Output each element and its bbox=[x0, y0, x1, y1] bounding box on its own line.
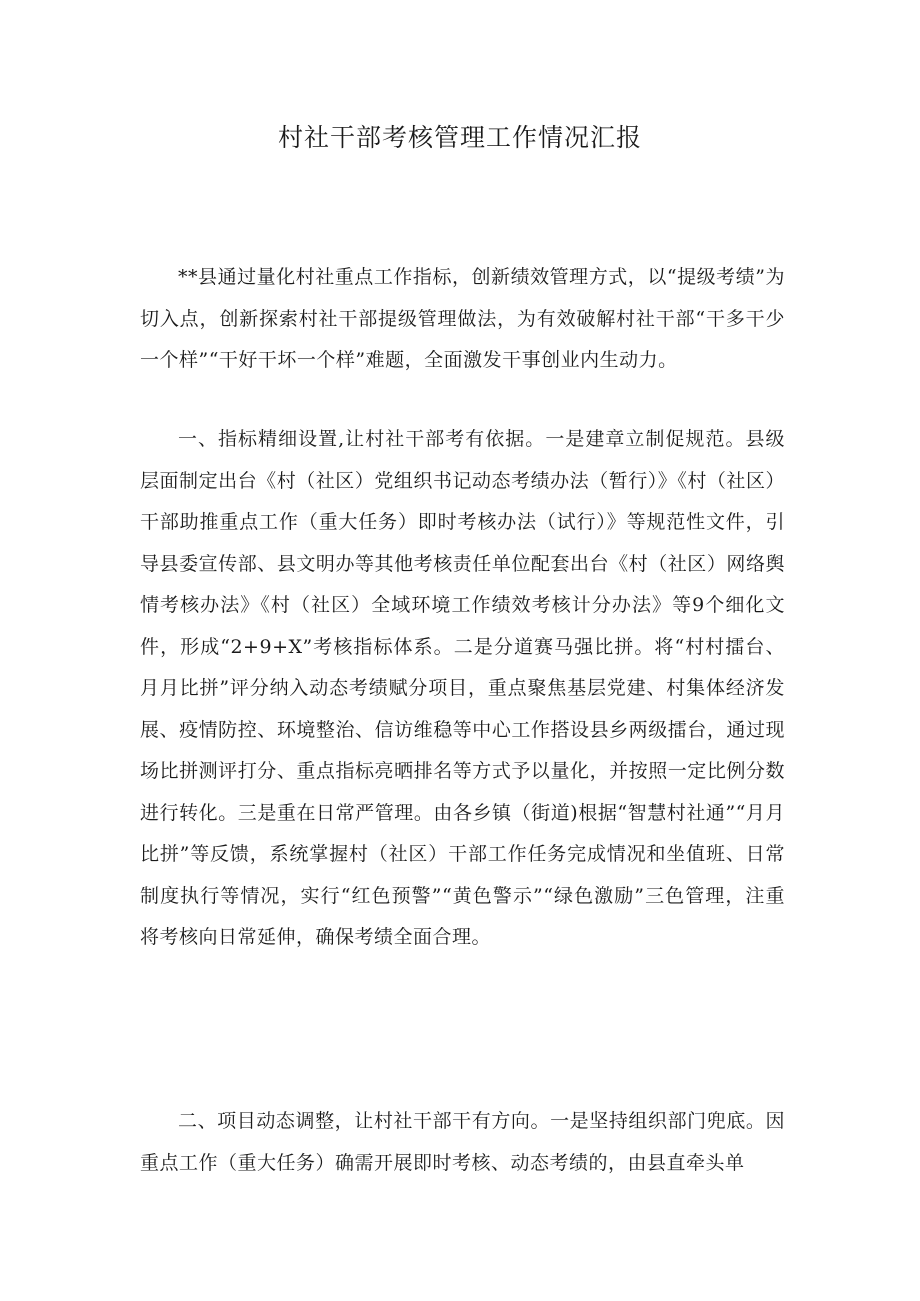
section-two-paragraph: 二、项目动态调整，让村社干部干有方向。一是坚持组织部门兜底。因重点工作（重大任务）确需开展即时考核、动态考绩的，由县直牵头单 bbox=[140, 1110, 785, 1174]
document-title: 村社干部考核管理工作情况汇报 bbox=[277, 123, 642, 152]
section-one-paragraph: 一、指标精细设置,让村社干部考有依据。一是建章立制促规范。县级层面制定出台《村（社区）党组织书记动态考绩办法（暂行）》《村（社区）干部助推重点工作（重大任务）即时考核办法（试行）》等规范性文件，引导县委宣传部、县文明办等其他考核责任单位配套出台《村（社区）网络舆情考核办法》《村（社区）全域环境工作绩效考核计分办法》等9个细化文件，形成“2+9+X”考核指标体系。二是分道赛马强比拼。将“村村擂台、月月比拼”评分纳入动态考绩赋分项目，重点聚焦基层党建、村集体经济发展、疫情防控、环境整治、信访维稳等中心工作搭设县乡两级擂台，通过现场比拼测评打分、重点指标亮晒排名等方式予以量化，并按照一定比例分数进行转化。三是重在日常严管理。由各乡镇（街道)根据“智慧村社通”“月月比拼”等反馈，系统掌握村（社区）干部工作任务完成情况和坐值班、日常制度执行等情况，实行“红色预警”“黄色警示”“绿色激励”三色管理，注重将考核向日常延伸，确保考绩全面合理。 bbox=[140, 428, 785, 948]
intro-paragraph: **县通过量化村社重点工作指标，创新绩效管理方式，以“提级考绩”为切入点，创新探索村社干部提级管理做法，为有效破解村社干部“干多干少一个样”“干好干坏一个样”难题，全面激发干事创业内生动力。 bbox=[140, 266, 785, 371]
